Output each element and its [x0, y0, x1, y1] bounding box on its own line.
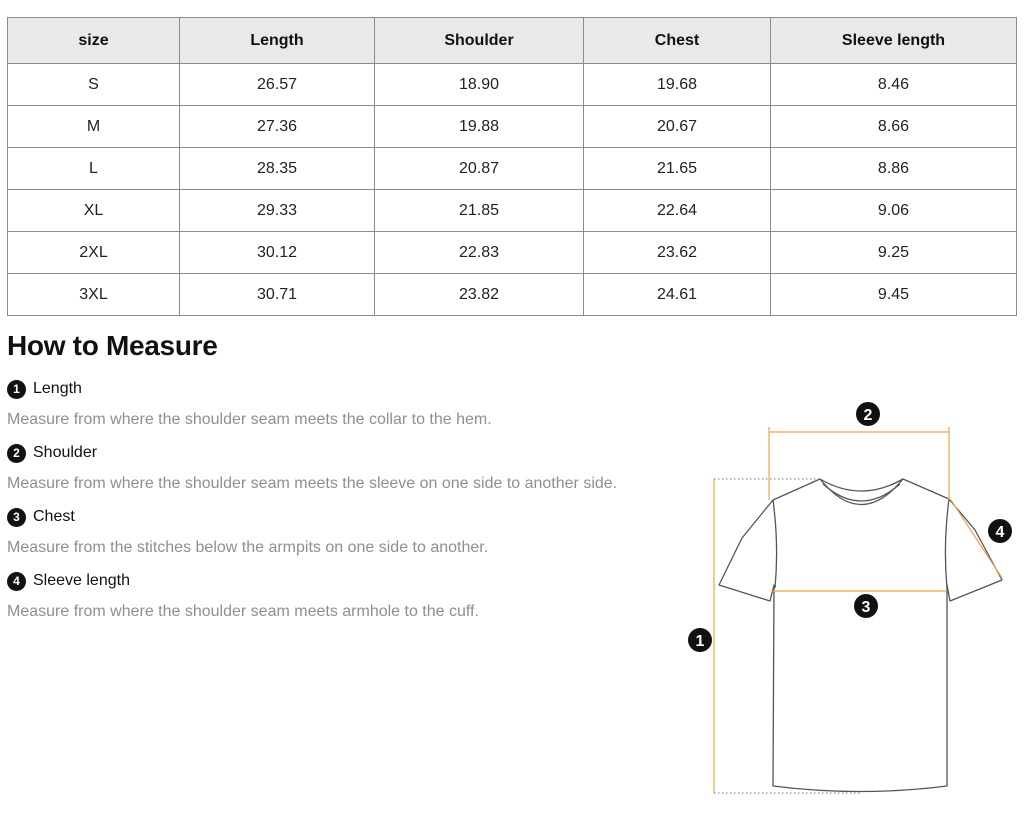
table-cell: 21.65 [584, 148, 771, 190]
table-cell: 28.35 [180, 148, 375, 190]
marker-3-icon [854, 594, 878, 618]
table-cell: 20.67 [584, 106, 771, 148]
step-shoulder [7, 442, 97, 464]
table-cell: 22.83 [375, 232, 584, 274]
table-body [8, 64, 1017, 316]
table-cell: 9.06 [771, 190, 1017, 232]
svg-text:1: 1 [695, 633, 705, 650]
table-cell: 2XL [8, 232, 180, 274]
marker-4-icon [988, 519, 1012, 543]
table-row [8, 148, 1017, 190]
column-header: Shoulder [375, 18, 584, 64]
step-label-length: Length [33, 380, 82, 397]
table-cell: 26.57 [180, 64, 375, 106]
table-cell: 19.88 [375, 106, 584, 148]
step-label-chest: Chest [33, 508, 75, 525]
table-cell: 22.64 [584, 190, 771, 232]
table-row [8, 64, 1017, 106]
table-row [8, 232, 1017, 274]
step-description-chest: Measure from the stitches below the armpits on one side to another. [7, 539, 489, 556]
step-number-1-icon: 1 [7, 380, 26, 399]
marker-1-icon [688, 628, 712, 652]
table-cell: 3XL [8, 274, 180, 316]
guide-title: How to Measure [7, 330, 218, 361]
column-header: Chest [584, 18, 771, 64]
table-cell: 30.12 [180, 232, 375, 274]
table-cell: 27.36 [180, 106, 375, 148]
table-cell: 18.90 [375, 64, 584, 106]
table-cell: XL [8, 190, 180, 232]
svg-text:4: 4 [995, 524, 1005, 541]
table-cell: 8.86 [771, 148, 1017, 190]
step-description-shoulder: Measure from where the shoulder seam meets the sleeve on one side to another side. [7, 475, 618, 492]
step-sleeve-length [7, 570, 130, 592]
step-number-3-icon: 3 [7, 508, 26, 527]
table-cell: L [8, 148, 180, 190]
marker-2-icon [856, 402, 880, 426]
table-cell: 30.71 [180, 274, 375, 316]
table-row [8, 106, 1017, 148]
step-label-shoulder: Shoulder [33, 444, 98, 461]
step-length [7, 378, 82, 400]
table-cell: S [8, 64, 180, 106]
column-header: Length [180, 18, 375, 64]
table-cell: 8.66 [771, 106, 1017, 148]
table-cell: 23.62 [584, 232, 771, 274]
step-description-sleeve-length: Measure from where the shoulder seam meets armhole to the cuff. [7, 603, 479, 620]
column-header: Sleeve length [771, 18, 1017, 64]
step-chest [7, 506, 75, 528]
step-description-length: Measure from where the shoulder seam meets the collar to the hem. [7, 411, 492, 428]
tshirt-measurement-diagram [680, 395, 1020, 805]
column-header: size [8, 18, 180, 64]
table-cell: 23.82 [375, 274, 584, 316]
size-chart-table [7, 17, 1017, 316]
table-cell: 20.87 [375, 148, 584, 190]
tshirt-outline-icon [719, 479, 1002, 792]
table-cell: 21.85 [375, 190, 584, 232]
table-row [8, 190, 1017, 232]
table-cell: 9.45 [771, 274, 1017, 316]
step-number-2-icon: 2 [7, 444, 26, 463]
table-cell: 8.46 [771, 64, 1017, 106]
step-number-4-icon: 4 [7, 572, 26, 591]
table-cell: 29.33 [180, 190, 375, 232]
table-cell: 9.25 [771, 232, 1017, 274]
svg-text:2: 2 [863, 407, 873, 424]
table-cell: 19.68 [584, 64, 771, 106]
step-label-sleeve-length: Sleeve length [33, 572, 130, 589]
table-row [8, 274, 1017, 316]
guide-dotted-lines [714, 479, 860, 793]
table-cell: M [8, 106, 180, 148]
table-cell: 24.61 [584, 274, 771, 316]
table-header-row [8, 18, 1017, 64]
svg-text:3: 3 [861, 599, 871, 616]
